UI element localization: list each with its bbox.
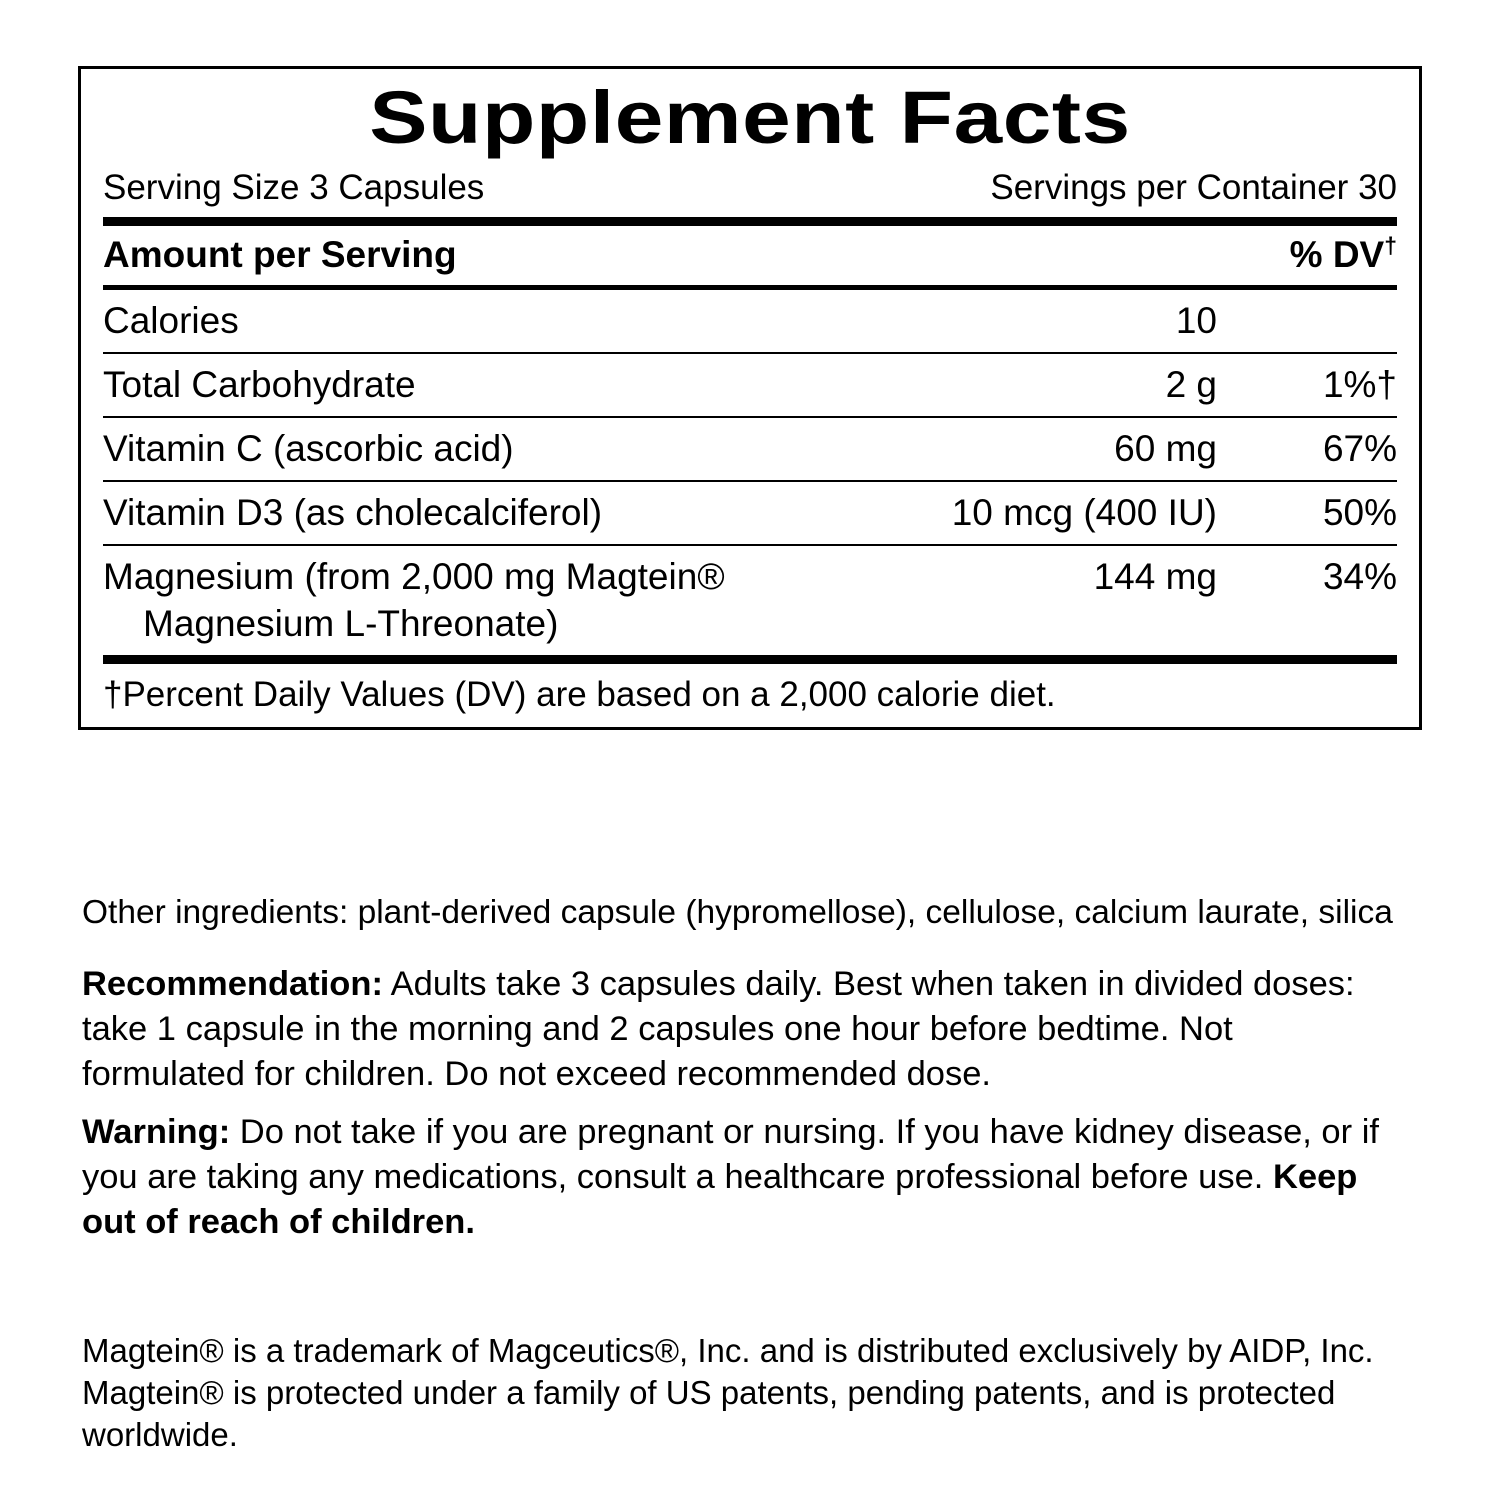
nutrient-name: Vitamin C (ascorbic acid) [103,428,514,469]
warning-label: Warning: [82,1113,231,1151]
nutrient-amount: 144 mg [1093,556,1217,597]
divider-thick-bottom [103,655,1397,664]
amount-per-serving-row [103,226,1397,285]
nutrient-name [103,553,887,647]
table-row [103,290,1397,352]
dv-header-dagger: † [1384,232,1397,259]
table-row [103,418,1397,480]
warning-text: Do not take if you are pregnant or nursing. If you have kidney disease, or if you are taking any medications, consult a healthcare professional before use. [82,1113,1379,1196]
supplement-facts-panel [78,66,1422,730]
nutrient-dv: 67% [1322,428,1397,469]
table-row [103,354,1397,416]
serving-info-row [103,161,1397,217]
dv-header-text: % DV [1289,234,1385,275]
serving-size: Serving Size 3 Capsules [103,168,485,207]
nutrient-name: Vitamin D3 (as cholecalciferol) [103,492,603,533]
recommendation-block [82,962,1402,1097]
daily-value-footnote: †Percent Daily Values (DV) are based on a 2,000 calorie diet. [103,675,1056,714]
table-row [103,546,1397,655]
nutrient-name: Calories [103,300,239,341]
amount-per-serving-label: Amount per Serving [103,234,457,275]
nutrient-name-line2: Magnesium L-Threonate) [143,603,559,644]
nutrient-dv: 34% [1322,556,1397,597]
trademark-notice: Magtein® is a trademark of Magceutics®, Inc. and is distributed exclusively by AIDP, Inc. Magtein® is protected under a family of US patents, pending patents, and is protected worldwide. [82,1332,1374,1453]
panel-title: Supplement Facts [369,76,1131,159]
recommendation-label: Recommendation: [82,965,383,1003]
nutrient-amount: 10 [1175,300,1217,341]
nutrient-amount: 60 mg [1114,428,1217,469]
dv-header [1290,233,1397,277]
other-ingredients: Other ingredients: plant-derived capsule (hypromellose), cellulose, calcium laurate, silica [82,894,1393,931]
nutrient-name-line1: Magnesium (from 2,000 mg Magtein® [103,556,725,597]
warning-bold-tail: Keep out of reach of children. [82,1158,1358,1241]
table-row [103,482,1397,544]
nutrient-amount: 2 g [1165,364,1217,405]
nutrient-amount: 10 mcg (400 IU) [951,492,1217,533]
nutrient-dv: 1%† [1322,364,1397,405]
nutrient-dv: 50% [1322,492,1397,533]
divider-thick-top [103,217,1397,226]
warning-block [82,1110,1402,1245]
recommendation-text: Adults take 3 capsules daily. Best when taken in divided doses: take 1 capsule in the morning and 2 capsules one hour before bedtime. Not formulated for children. Do not exceed recommended dose. [82,965,1355,1093]
nutrient-name: Total Carbohydrate [103,364,416,405]
servings-per-container: Servings per Container 30 [990,168,1397,207]
